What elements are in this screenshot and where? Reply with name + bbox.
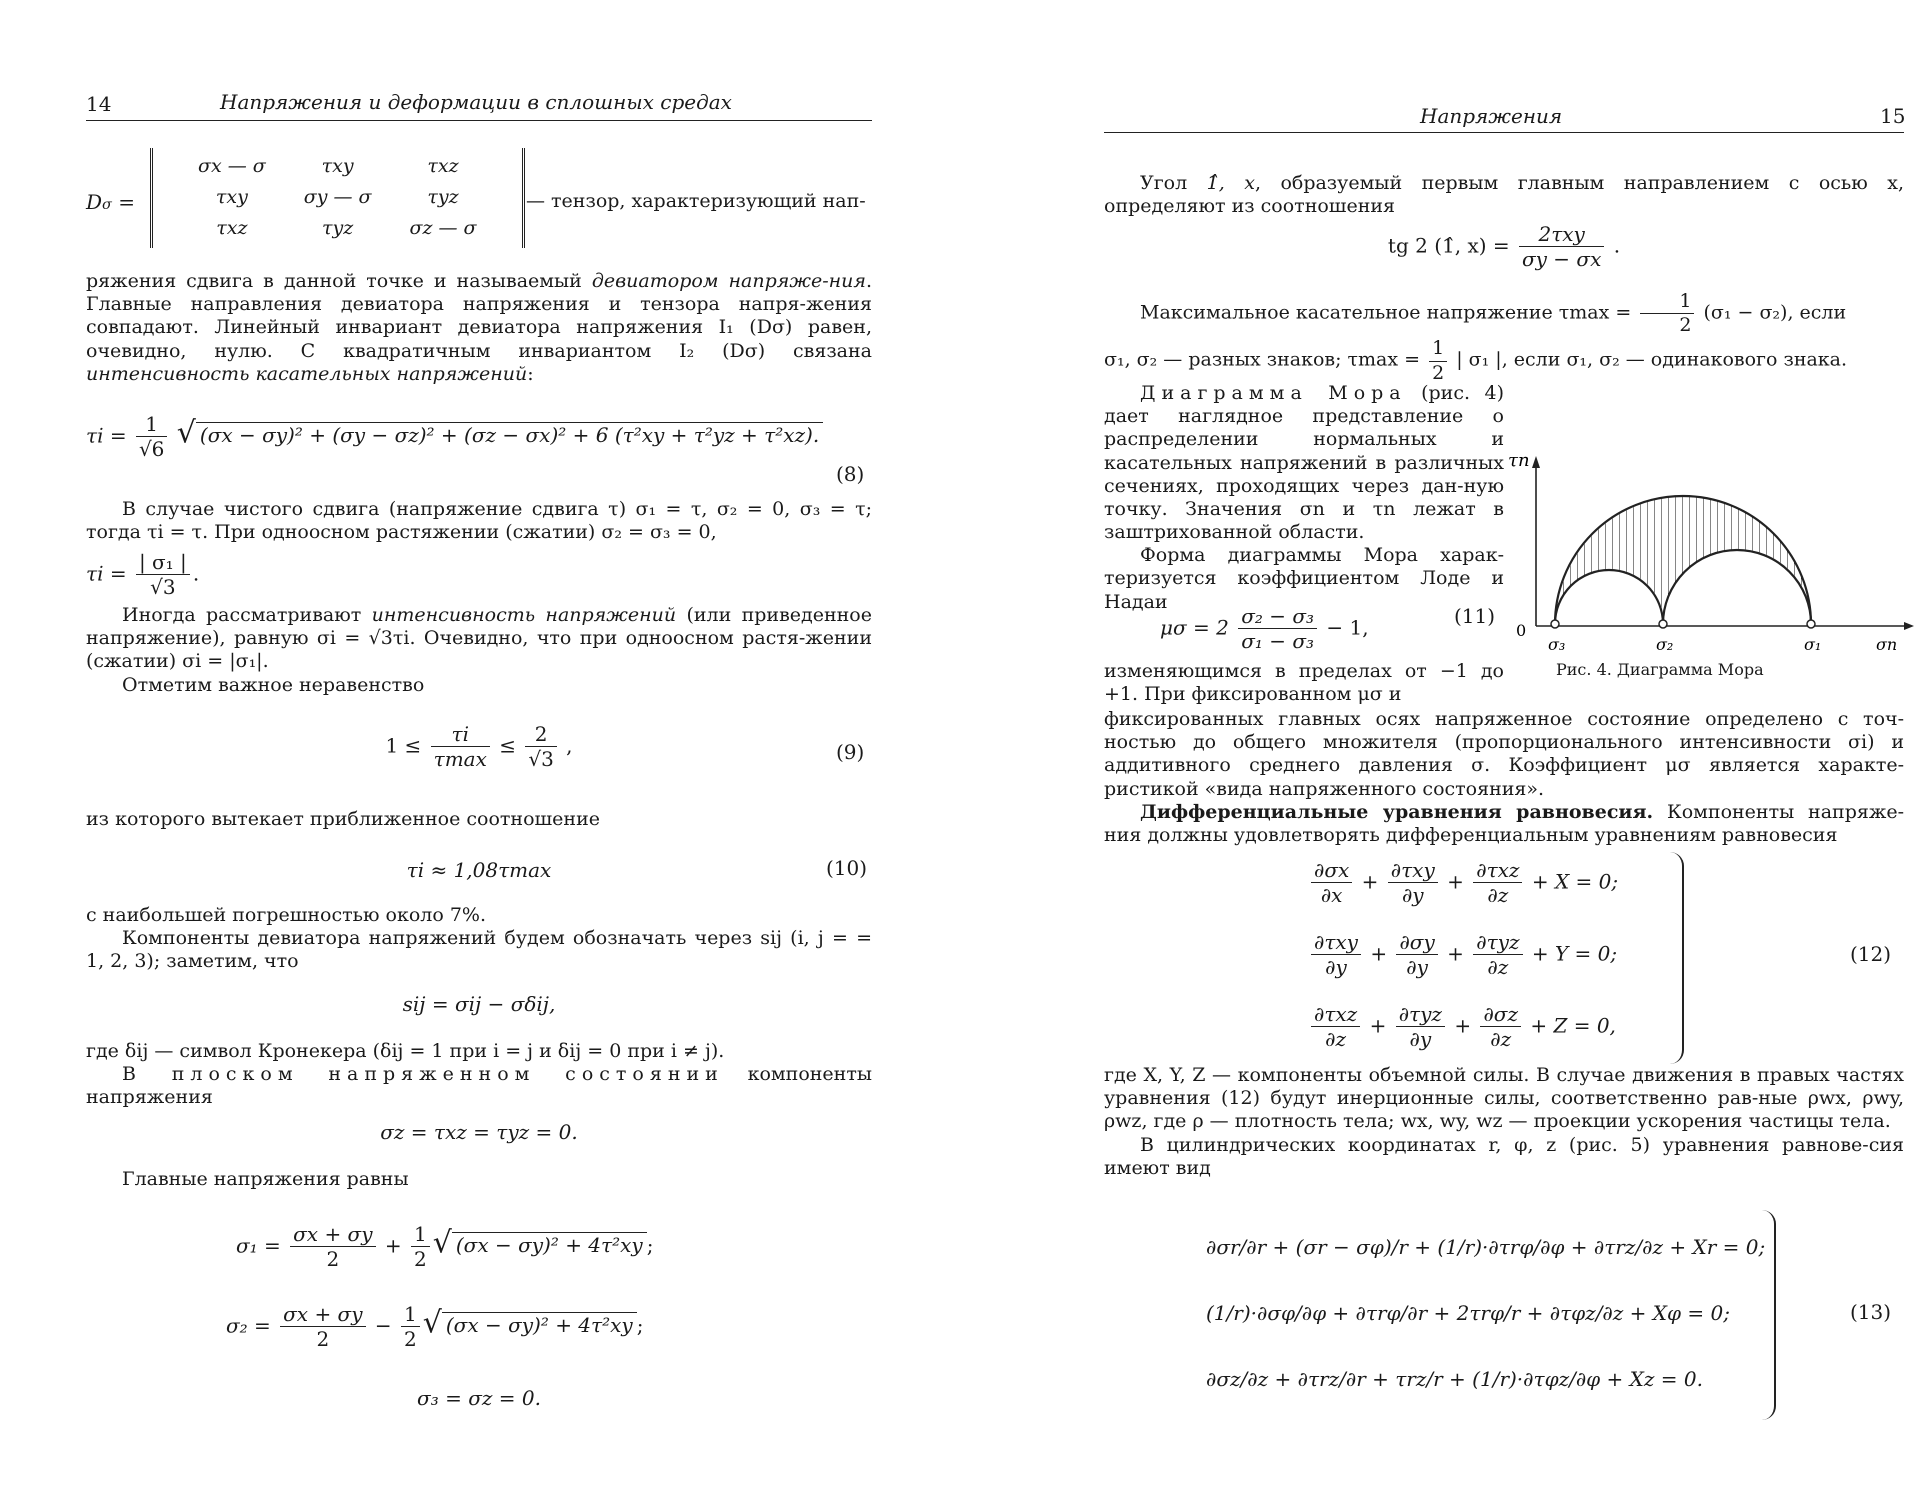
equation-number: (12) xyxy=(1850,942,1892,966)
matrix-trailing-text: — тензор, характеризующий нап- xyxy=(526,190,866,212)
matrix-row xyxy=(197,216,478,241)
equation-number: (9) xyxy=(836,740,865,764)
equation-number: (8) xyxy=(836,462,865,486)
origin-label: 0 xyxy=(1516,621,1527,640)
arrow-head-icon xyxy=(1532,456,1540,468)
equation-brace xyxy=(1760,1210,1776,1420)
axis-label-sigma: σn xyxy=(1876,635,1898,654)
equation-plane-stress: σz = τxz = τyz = 0. xyxy=(380,1120,578,1144)
equation-inline: τi = $\frac{\text{| σ₁ |}}{√3}$ . xyxy=(86,550,200,600)
mohr-diagram xyxy=(1500,446,1920,696)
equation-tg: tg 2 (1̂, x) = $\frac{\text{2τxy}}{\sigma y - \sigma x}$ . xyxy=(1387,222,1621,272)
label-sigma3: σ₃ xyxy=(1548,635,1566,654)
equation-9: 1 ≤ $\frac{\tau i}{\tau\max}$ ≤ $\frac{2}{√3}$ , xyxy=(385,722,573,772)
paragraph: Диаграмма Мора (рис. 4) дает наглядное представление о распределении нормальных и касательных напряжений в различных сечениях, проходящих через дан-ную точку. Значения σn и τn лежат в заштрихованной области. Форма диаграммы Мора харак-теризуется коэффициентом Лоде и Надаи xyxy=(1104,382,1504,613)
equation-row: ∂σz/∂z + ∂τrz/∂r + τrz/r + (1/r)·∂τφz/∂φ + Xz = 0. xyxy=(1206,1367,1703,1391)
equation-8: τi = $\frac{1}{√6}$ √ (σx − σy)² + (σy − σz)² + (σz − σx)² + 6 (τ²xy + τ²yz + τ²xz). xyxy=(86,412,823,462)
matrix-cell: σx — σ xyxy=(198,155,266,177)
matrix-cell: τxz xyxy=(427,155,459,177)
paragraph: где X, Y, Z — компоненты объемной силы. В случае движения в правых частях уравнения (12) будут инерционные силы, соответственно рав-ные ρwx, ρwy, ρwz, где ρ — плотность тела; wx, wy, wz — проекции ускорения частицы тела. В цилиндрических координатах r, φ, z (рис. 5) уравнения равнове-сия имеют вид xyxy=(1104,1064,1904,1179)
figure-caption: Рис. 4. Диаграмма Мора xyxy=(1556,660,1764,679)
paragraph: Угол 1̂, x, образуемый первым главным направлением с осью x, определяют из соотношения xyxy=(1104,172,1905,218)
axis-label-tau: τn xyxy=(1508,450,1530,471)
matrix-row xyxy=(197,154,478,179)
paragraph: Главные напряжения равны xyxy=(122,1168,409,1190)
page-number-right: 15 xyxy=(1880,104,1906,128)
paragraph: В случае чистого сдвига (напряжение сдвига τ) σ₁ = τ, σ₂ = 0, σ₃ = τ; тогда τi = τ. При одноосном растяжении (сжатии) σ₂ = σ₃ = 0, xyxy=(86,498,872,544)
page-number-left: 14 xyxy=(86,92,112,116)
equation-row: (1/r)·∂σφ/∂φ + ∂τrφ/∂r + 2τrφ/r + ∂τφz/∂z + Xφ = 0; xyxy=(1206,1301,1730,1325)
equation-row: $\frac{\text{∂τxy}}{\partial y}$ + $\frac{\partial\sigma y}{\partial y}$ + $\frac{\text{∂τyz}}{\partial z}$ + Y = 0; xyxy=(1308,930,1728,1002)
matrix-cell: τxz xyxy=(216,217,248,240)
equation-row: $\frac{\text{∂τxz}}{\partial z}$ + $\frac{\text{∂τyz}}{\partial y}$ + $\frac{\partial\sigma z}{\partial z}$ + Z = 0, xyxy=(1308,1002,1728,1074)
matrix-cell: τyz xyxy=(321,217,354,240)
left-page xyxy=(0,0,900,1488)
paragraph: фиксированных главных осях напряженное состояние определено с точ-ностью до общего множителя (пропорционального интенсивности σi) и аддитивного среднего давления σ. Коэффициент μσ является характе-ристикой «вида напряженного состояния». Дифференциальные уравнения равновесия. Компоненты напряже-ния должны удовлетворять дифференциальным уравнениям равновесия xyxy=(1104,708,1904,846)
right-page xyxy=(1080,0,1929,1488)
header-rule-right xyxy=(1104,132,1904,133)
header-rule-left xyxy=(86,120,872,121)
equation-number: (13) xyxy=(1850,1300,1892,1324)
equation-row: $\frac{\partial\sigma x}{\partial x}$ + $\frac{\text{∂τxy}}{\partial y}$ + $\frac{\text{∂τxz}}{\partial z}$ + X = 0; xyxy=(1308,858,1728,930)
equation-number: (10) xyxy=(826,856,868,880)
equation-deviator: sij = σij − σδij, xyxy=(402,992,556,1016)
running-header-left: Напряжения и деформации в сплошных средах xyxy=(220,90,732,114)
paragraph: из которого вытекает приближенное соотношение xyxy=(86,808,600,830)
running-header-right: Напряжения xyxy=(1420,104,1563,128)
label-sigma2: σ₂ xyxy=(1656,635,1674,654)
matrix-cell: τxy xyxy=(215,186,248,209)
arrow-head-icon xyxy=(1904,622,1914,630)
paragraph: Максимальное касательное напряжение τmax = $\frac{1}{2}$ (σ₁ − σ₂), если σ₁, σ₂ — разных знаков; τmax = $\frac{1}{2}$ | σ₁ |, если σ₁, σ₂ — одинакового знака. xyxy=(1104,290,1848,384)
equation-13-system xyxy=(1206,1214,1846,1412)
equation-number: (11) xyxy=(1454,604,1496,628)
equation-row: ∂σr/∂r + (σr − σφ)/r + (1/r)·∂τrφ/∂φ + ∂τrz/∂z + Xr = 0; xyxy=(1206,1235,1766,1259)
deviator-matrix xyxy=(150,148,525,248)
mohr-diagram-svg xyxy=(1500,446,1920,696)
matrix-cell: τyz xyxy=(427,186,459,209)
hatched-region xyxy=(1550,486,1820,626)
matrix-row xyxy=(197,185,478,210)
matrix-cell: σz — σ xyxy=(409,217,477,240)
paragraph: где δij — символ Кронекера (δij = 1 при i = j и δij = 0 при i ≠ j). В плоском напряженном состоянии компоненты напряжения xyxy=(86,1040,872,1109)
equation-sigma3: σ₃ = σz = 0. xyxy=(417,1386,541,1410)
point-sigma3 xyxy=(1551,620,1559,628)
matrix-lhs: Dσ = xyxy=(86,190,135,214)
paragraph: Иногда рассматривают интенсивность напряжений (или приведенное напряжение), равную σi = √3τi. Очевидно, что при одноосном растя-жении (сжатии) σi = |σ₁|. Отметим важное неравенство xyxy=(86,604,872,696)
label-sigma1: σ₁ xyxy=(1804,635,1822,654)
equation-10: τi ≈ 1,08τmax xyxy=(406,858,552,882)
equation-brace xyxy=(1668,852,1684,1064)
equation-11: μσ = 2 $\frac{\text{σ₂ − σ₃}}{\text{σ₁ − σ₃}}$ − 1, xyxy=(1160,604,1369,654)
matrix-table xyxy=(161,148,514,248)
matrix-cell: τxy xyxy=(321,155,354,177)
equation-sigma1: σ₁ = $\frac{\sigma x + \sigma y}{2}$ + $\frac{1}{2}$ √ (σx − σy)² + 4τ²xy ; xyxy=(236,1222,654,1272)
paragraph: с наибольшей погрешностью около 7%. Компоненты девиатора напряжений будем обозначать через sij (i, j = = 1, 2, 3); заметим, что xyxy=(86,904,872,973)
paragraph: ряжения сдвига в данной точке и называемый девиатором напряже-ния. Главные направления девиатора напряжения и тензора напря-жения совпадают. Линейный инвариант девиатора напряжения I₁ (Dσ) равен, очевидно, нулю. С квадратичным инвариантом I₂ (Dσ) связана интенсивность касательных напряжений: xyxy=(86,270,872,385)
point-sigma1 xyxy=(1807,620,1815,628)
equation-12-system xyxy=(1308,858,1728,1074)
equation-sigma2: σ₂ = $\frac{\sigma x + \sigma y}{2}$ − $\frac{1}{2}$ √ (σx − σy)² + 4τ²xy ; xyxy=(226,1302,644,1352)
point-sigma2 xyxy=(1659,620,1667,628)
matrix-cell: σy — σ xyxy=(303,186,372,209)
paragraph: изменяющимся в пределах от −1 до +1. При фиксированном μσ и xyxy=(1104,660,1504,706)
